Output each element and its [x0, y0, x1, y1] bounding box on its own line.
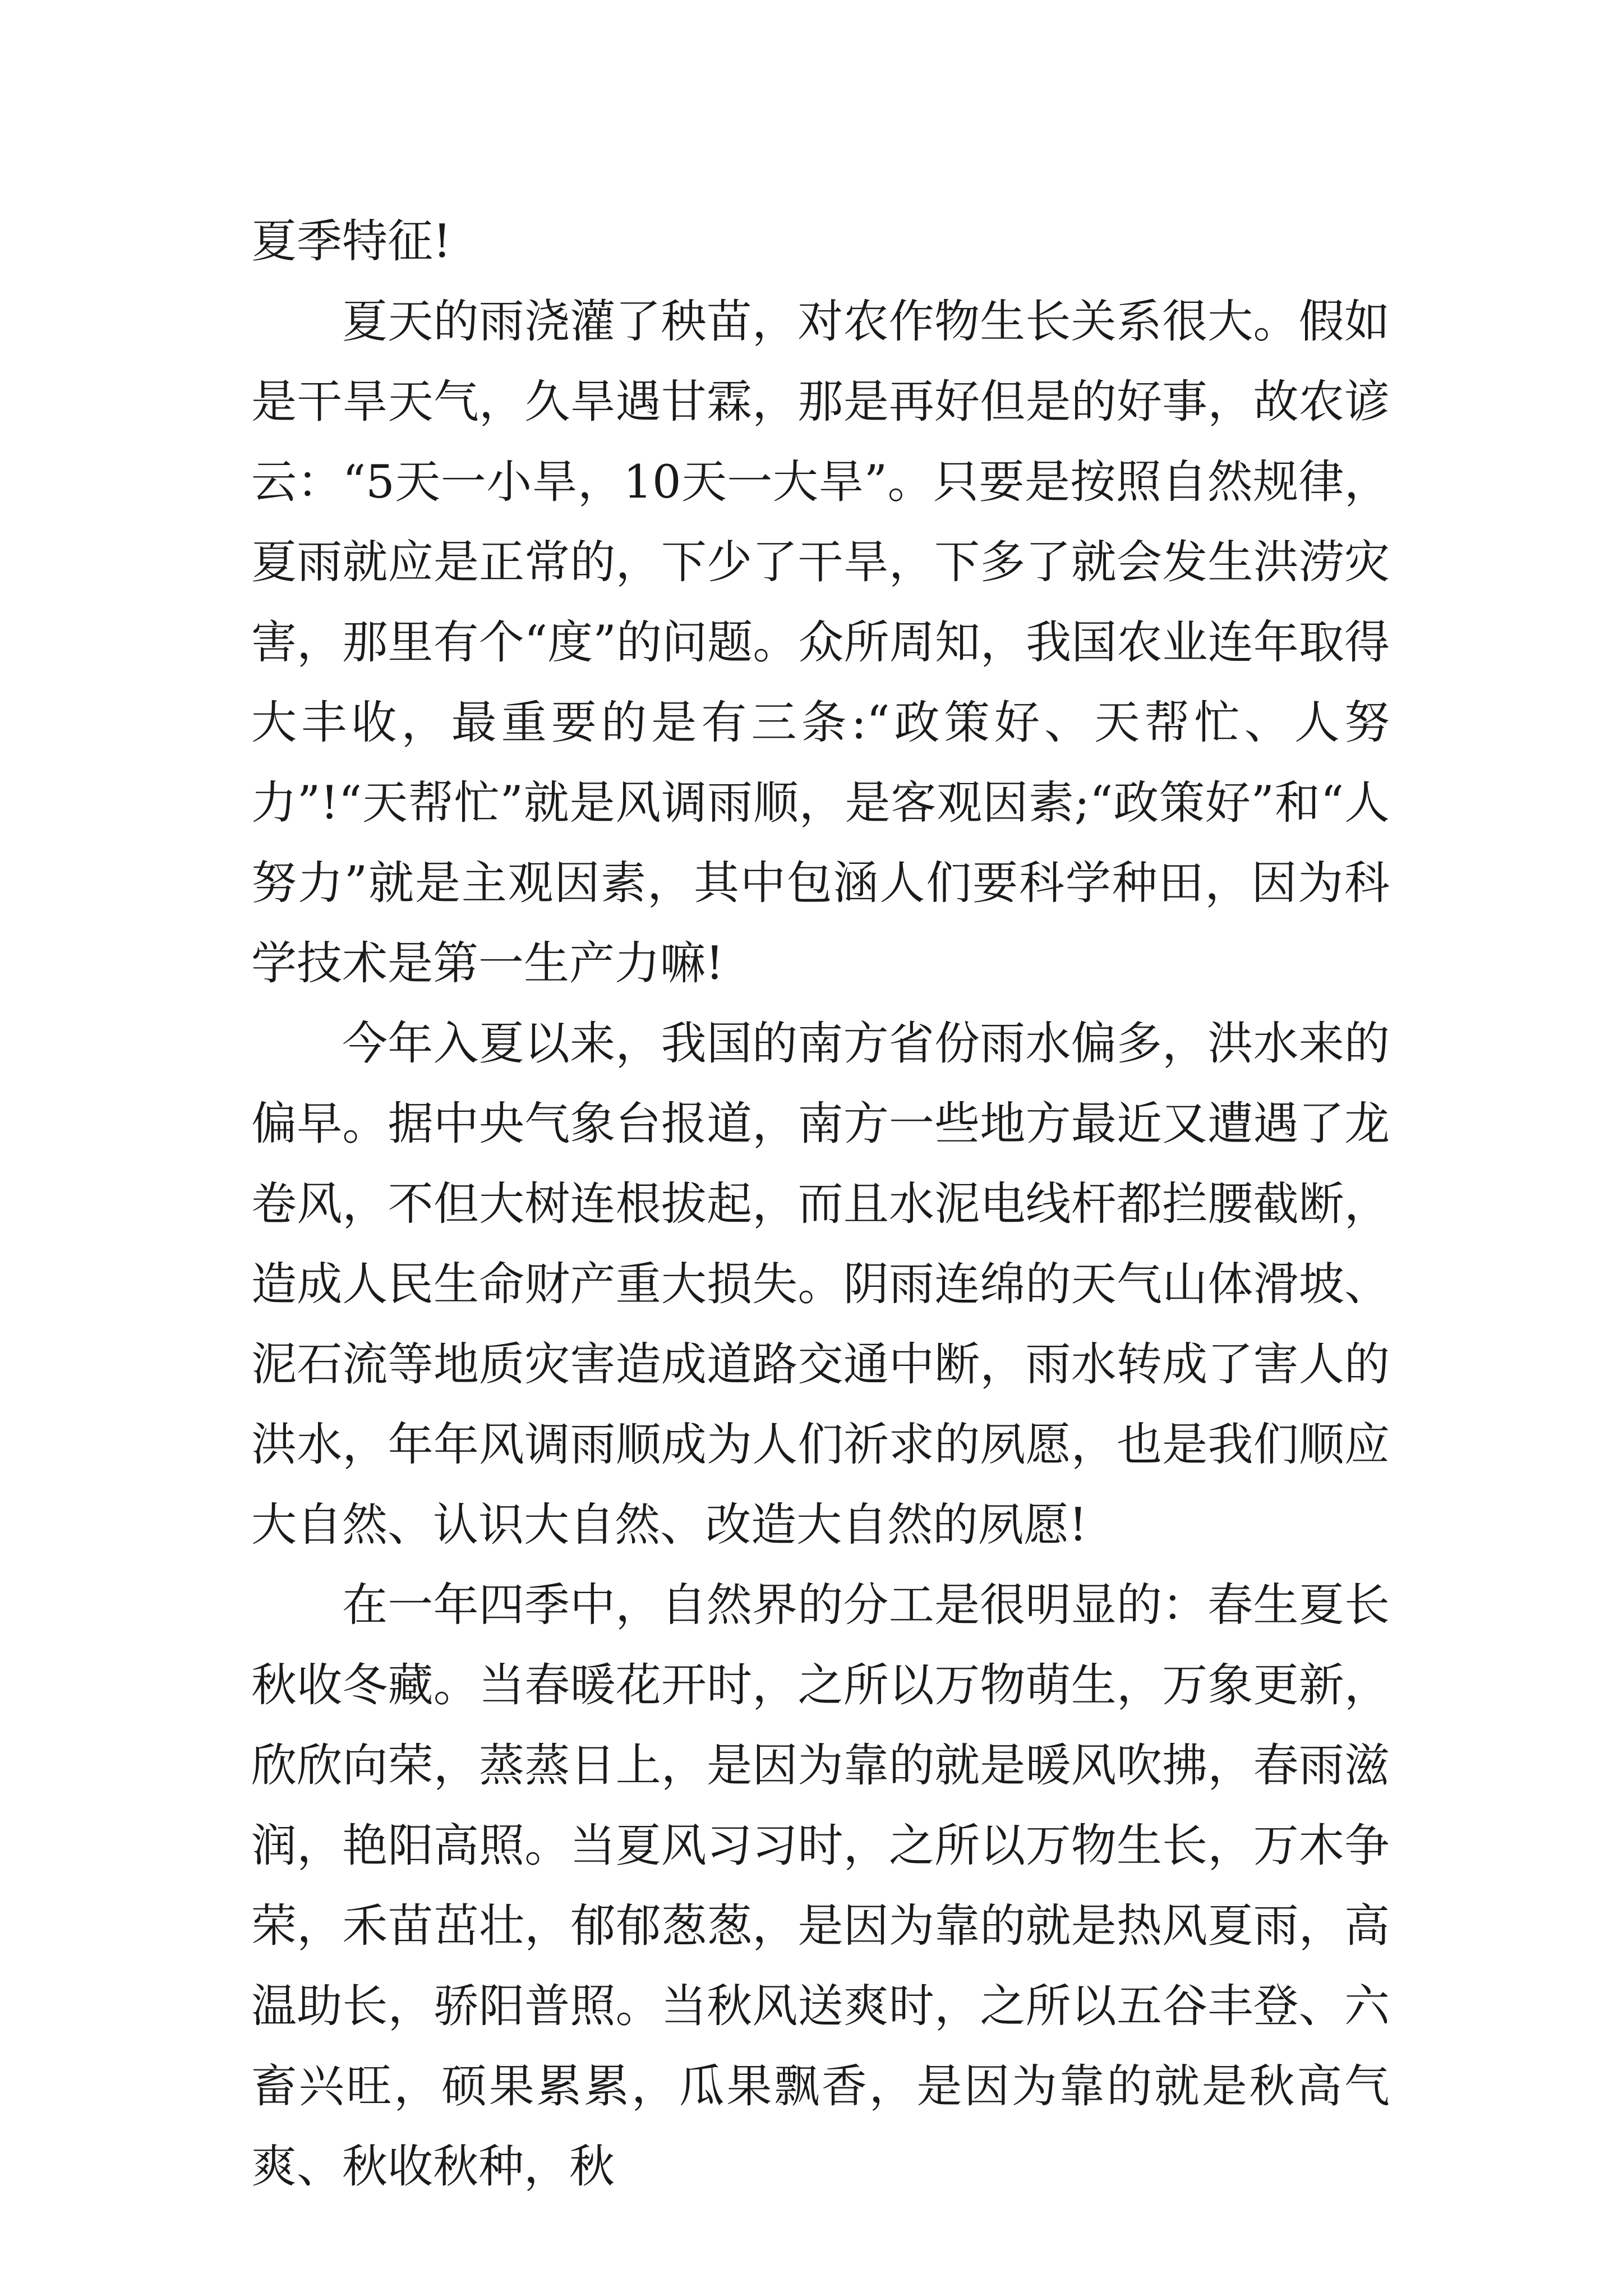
paragraph-4: 在一年四季中，自然界的分工是很明显的：春生夏长秋收冬藏。当春暖花开时，之所以万物萌生，万象更新，欣欣向荣，蒸蒸日上，是因为靠的就是暖风吹拂，春雨滋润，艳阳高照。当夏风习习时，之所以万物生长，万木争荣，禾苗茁壮，郁郁葱葱，是因为靠的就是热风夏雨，高温助长，骄阳普照。当秋风送爽时，之所以五谷丰登、六畜兴旺，硕果累累，瓜果飘香，是因为靠的就是秋高气爽、秋收秋种，秋	[251, 1579, 1390, 2193]
paragraph-1: 夏季特征!	[251, 215, 451, 268]
paragraph-3: 今年入夏以来，我国的南方省份雨水偏多，洪水来的偏早。据中央气象台报道，南方一些地方最近又遭遇了龙卷风，不但大树连根拔起，而且水泥电线杆都拦腰截断，造成人民生命财产重大损失。阴雨连绵的天气山体滑坡、泥石流等地质灾害造成道路交通中断，雨水转成了害人的洪水，年年风调雨顺成为人们祈求的夙愿，也是我们顺应大自然、认识大自然、改造大自然的夙愿!	[251, 1018, 1390, 1552]
paragraph-2: 夏天的雨浇灌了秧苗，对农作物生长关系很大。假如是干旱天气，久旱遇甘霖，那是再好但是的好事，故农谚云：“5天一小旱，10天一大旱”。只要是按照自然规律，夏雨就应是正常的，下少了干旱，下多了就会发生洪涝灾害，那里有个“度”的问题。众所周知，我国农业连年取得大丰收，最重要的是有三条:“政策好、天帮忙、人努力”!“天帮忙”就是风调雨顺，是客观因素;“政策好”和“人努力”就是主观因素，其中包涵人们要科学种田，因为科学技术是第一生产力嘛!	[251, 296, 1390, 990]
document-body	[251, 202, 1390, 2207]
